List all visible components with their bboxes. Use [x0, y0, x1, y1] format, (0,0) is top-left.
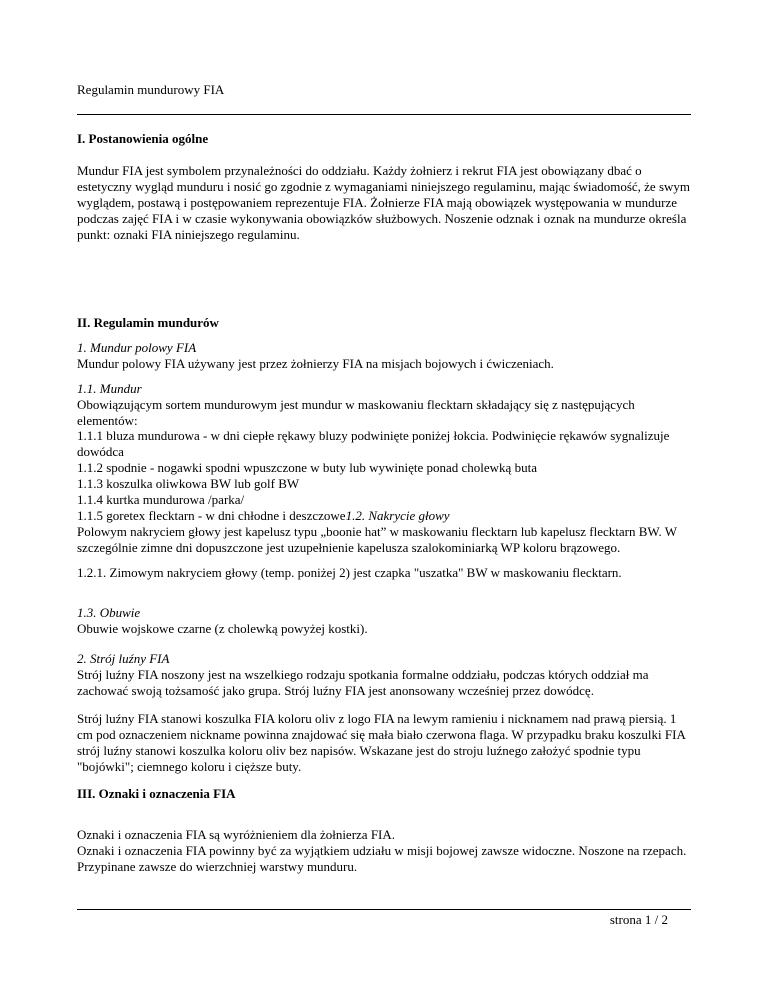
winter-headgear: [77, 565, 691, 581]
list-item: 1.1.3 koszulka oliwkowa BW lub golf BW: [77, 476, 300, 491]
list-item: 1.1.2 spodnie - nogawki spodni wpuszczone w buty lub wywinięte ponad cholewką buta: [77, 460, 537, 475]
subheading: 1.3. Obuwie: [77, 605, 141, 620]
casual-description: [77, 711, 691, 775]
subheading: 1.1. Mundur: [77, 381, 142, 396]
paragraph: 1.2.1. Zimowym nakryciem głowy (temp. poniżej 2) jest czapka "uszatka" BW w maskowaniu flecktarn.: [77, 565, 622, 580]
section-heading: III. Oznaki i oznaczenia FIA: [77, 786, 236, 801]
section-uniforms-heading-block: [77, 315, 691, 331]
paragraph: Strój luźny FIA stanowi koszulka FIA koloru oliv z logo FIA na lewym ramieniu i nicknamem nad prawą piersią. 1 cm pod oznaczeniem nickname powinna znajdować się mała biało czerwona flaga. W przypadku braku koszulki FIA strój luźny stanowi koszulka koloru oliv bez napisów. Wskazane jest do stroju luźnego założyć spodnie typu "bojówki"; ciemnego koloru i cięższe buty.: [77, 711, 686, 774]
section-general: [77, 131, 691, 147]
uniform-block: [77, 381, 691, 429]
header-divider: [77, 114, 691, 115]
paragraph: Obowiązującym sortem mundurowym jest mundur w maskowaniu flecktarn składający się z następujących elementów:: [77, 397, 635, 428]
paragraph: Oznaki i oznaczenia FIA są wyróżnieniem dla żołnierza FIA.: [77, 827, 396, 842]
page-number: strona 1 / 2: [609, 912, 668, 927]
list-item: 1.1.5 goretex flecktarn - w dni chłodne i deszczowe1.2. Nakrycie głowy: [77, 508, 450, 523]
paragraph: Obuwie wojskowe czarne (z cholewką powyżej kostki).: [77, 621, 368, 636]
subheading: 2. Strój luźny FIA: [77, 651, 170, 666]
paragraph: Mundur polowy FIA używany jest przez żołnierzy FIA na misjach bojowych i ćwiczeniach.: [77, 356, 554, 371]
subheading: 1. Mundur polowy FIA: [77, 340, 197, 355]
casual-block: [77, 651, 691, 699]
footwear-block: [77, 605, 691, 637]
insignia-text: [77, 827, 691, 875]
uniform-items: [77, 428, 691, 556]
paragraph: Strój luźny FIA noszony jest na wszelkiego rodzaju spotkania formalne oddziału, podczas których oddział ma zachować swoją tożsamość jako grupa. Strój luźny FIA jest anonsowany wcześniej przez dowódcę.: [77, 667, 649, 698]
section-insignia-heading-block: [77, 786, 691, 802]
list-item: 1.1.1 bluza mundurowa - w dni ciepłe rękawy bluzy podwinięte poniżej łokcia. Podwinięcie rękawów sygnalizuje dowódca: [77, 428, 670, 459]
paragraph: Polowym nakryciem głowy jest kapelusz typu „boonie hat” w maskowaniu flecktarn lub kapelusz flecktarn BW. W szczególnie zimne dni dopuszczone jest uzupełnienie kapelusza szalokominiarką WP koloru brązowego.: [77, 524, 677, 555]
section-heading: I. Postanowienia ogólne: [77, 131, 209, 146]
section-general-text: [77, 163, 691, 243]
subheading: 1.2. Nakrycie głowy: [345, 508, 450, 523]
field-uniform-block: [77, 340, 691, 372]
list-item: 1.1.4 kurtka mundurowa /parka/: [77, 492, 245, 507]
paragraph: Oznaki i oznaczenia FIA powinny być za wyjątkiem udziału w misji bojowej zawsze widoczne. Noszone na rzepach. Przypinane zawsze do wierzchniej warstwy munduru.: [77, 843, 687, 874]
paragraph: Mundur FIA jest symbolem przynależności do oddziału. Każdy żołnierz i rekrut FIA jest obowiązany dbać o estetyczny wygląd munduru i nosić go zgodnie z wymaganiami niniejszego regulaminu, mając świadomość, że swym wyglądem, postawą i postępowaniem reprezentuje FIA. Żołnierze FIA mają obowiązek występowania w mundurze podczas zajęć FIA i w czasie wykonywania obowiązków służbowych. Noszenie odznak i oznak na mundurze określa punkt: oznaki FIA niniejszego regulaminu.: [77, 163, 691, 242]
footer-divider: [77, 909, 691, 910]
document-title: Regulamin mundurowy FIA: [77, 82, 225, 97]
section-heading: II. Regulamin mundurów: [77, 315, 219, 330]
